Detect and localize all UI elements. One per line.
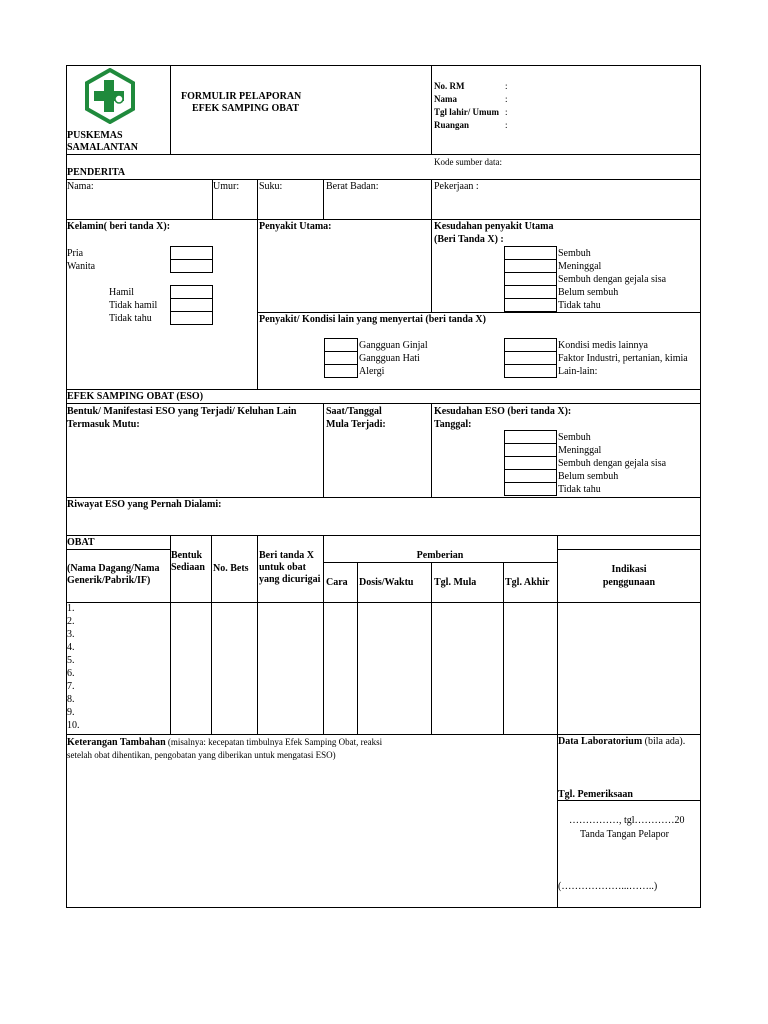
option-belum-sembuh: Belum sembuh xyxy=(558,287,619,298)
checkbox-tidak-tahu[interactable] xyxy=(504,298,557,312)
divider xyxy=(66,602,701,603)
field-umur[interactable]: Umur: xyxy=(213,181,240,192)
checkbox-tidak-tahu[interactable] xyxy=(170,311,213,325)
colon: : xyxy=(505,120,508,130)
option-kondisi-medis: Kondisi medis lainnya xyxy=(558,340,648,351)
option-faktor-industri: Faktor Industri, pertanian, kimia xyxy=(558,353,688,364)
option-tidak-hamil: Tidak hamil xyxy=(109,300,158,311)
kesudahan-penyakit-title: Kesudahan penyakit Utama xyxy=(434,221,554,232)
section-obat: OBAT xyxy=(67,537,95,548)
riwayat-eso-label: Riwayat ESO yang Pernah Dialami: xyxy=(67,499,222,510)
checkbox-wanita[interactable] xyxy=(170,259,213,273)
option-tidak-tahu: Tidak tahu xyxy=(109,313,152,324)
divider xyxy=(66,497,701,498)
divider xyxy=(66,219,701,220)
field-nama[interactable]: Nama: xyxy=(67,181,94,192)
penyakit-lain-title: Penyakit/ Kondisi lain yang menyertai (beri tanda X) xyxy=(259,314,486,325)
form-title: FORMULIR PELAPORAN xyxy=(181,91,302,102)
section-penderita: PENDERITA xyxy=(67,167,126,178)
tanda-tangan-pelapor: Tanda Tangan Pelapor xyxy=(580,829,669,840)
checkbox-sembuh-gejala-sisa[interactable] xyxy=(504,272,557,286)
option-eso-gejala-sisa: Sembuh dengan gejala sisa xyxy=(558,458,667,469)
col-beri-tanda: Beri tanda X untuk obat yang dicurigai xyxy=(259,550,321,585)
label-tgl-lahir: Tgl lahir/ Umum xyxy=(434,107,500,117)
table-row[interactable]: 2. xyxy=(67,616,75,627)
col-pemberian: Pemberian xyxy=(416,550,464,561)
colon: : xyxy=(505,94,508,104)
tgl-pemeriksaan: Tgl. Pemeriksaan xyxy=(558,789,633,800)
checkbox-pria[interactable] xyxy=(170,246,213,260)
divider xyxy=(431,219,432,312)
option-meninggal: Meninggal xyxy=(558,261,602,272)
table-row[interactable]: 9. xyxy=(67,707,75,718)
eso-kesudahan-label: Kesudahan ESO (beri tanda X): xyxy=(434,406,572,417)
divider xyxy=(66,403,701,404)
eso-saat-label-2: Mula Terjadi: xyxy=(326,419,386,430)
col-tgl-mula: Tgl. Mula xyxy=(434,577,477,588)
table-row[interactable]: 7. xyxy=(67,681,75,692)
form-subtitle: EFEK SAMPING OBAT xyxy=(192,103,300,114)
table-row[interactable]: 1. xyxy=(67,603,75,614)
checkbox-eso-gejala-sisa[interactable] xyxy=(504,456,557,470)
divider xyxy=(323,403,324,497)
field-pekerjaan[interactable]: Pekerjaan : xyxy=(434,181,479,192)
kelamin-title: Kelamin( beri tanda X): xyxy=(67,221,171,232)
divider xyxy=(323,562,557,563)
col-line xyxy=(257,535,258,735)
eso-tanggal-label: Tanggal: xyxy=(434,419,472,430)
checkbox-lain-lain[interactable] xyxy=(504,364,557,378)
checkbox-eso-tidak-tahu[interactable] xyxy=(504,482,557,496)
checkbox-eso-meninggal[interactable] xyxy=(504,443,557,457)
option-gangguan-ginjal: Gangguan Ginjal xyxy=(359,340,428,351)
divider xyxy=(323,179,324,219)
divider xyxy=(257,312,701,313)
divider xyxy=(431,179,432,219)
field-suku[interactable]: Suku: xyxy=(259,181,283,192)
keterangan-rest: (misalnya: kecepatan timbulnya Efek Samping Obat, reaksi xyxy=(165,737,383,747)
checkbox-gangguan-ginjal[interactable] xyxy=(324,338,358,352)
eso-bentuk-label: Bentuk/ Manifestasi ESO yang Terjadi/ Keluhan Lain xyxy=(67,406,297,417)
label-nama: Nama xyxy=(434,94,457,104)
divider xyxy=(66,389,701,390)
col-no-bets: No. Bets xyxy=(213,563,249,574)
checkbox-gangguan-hati[interactable] xyxy=(324,351,358,365)
checkbox-eso-belum-sembuh[interactable] xyxy=(504,469,557,483)
field-berat-badan[interactable]: Berat Badan: xyxy=(326,181,379,192)
data-laboratorium xyxy=(558,736,685,748)
checkbox-kondisi-medis[interactable] xyxy=(504,338,557,352)
label-ruangan: Ruangan xyxy=(434,120,470,130)
keterangan-tambahan xyxy=(67,736,382,749)
option-pria: Pria xyxy=(67,248,84,259)
keterangan-bold: Keterangan Tambahan xyxy=(67,737,166,748)
checkbox-eso-sembuh[interactable] xyxy=(504,430,557,444)
penyakit-utama-label: Penyakit Utama: xyxy=(259,221,332,232)
kesudahan-penyakit-sub: (Beri Tanda X) : xyxy=(434,234,504,245)
option-lain-lain: Lain-lain: xyxy=(558,366,598,377)
option-wanita: Wanita xyxy=(67,261,96,272)
divider xyxy=(431,65,432,155)
colon: : xyxy=(505,107,508,117)
label-no-rm: No. RM xyxy=(434,81,465,91)
tanggal-line[interactable]: ……………, tgl…………20 xyxy=(569,815,685,826)
divider xyxy=(170,65,171,155)
table-row[interactable]: 6. xyxy=(67,668,75,679)
table-row[interactable]: 4. xyxy=(67,642,75,653)
section-eso: EFEK SAMPING OBAT (ESO) xyxy=(67,391,204,402)
col-bentuk-sediaan: Bentuk Sediaan xyxy=(171,550,205,573)
option-alergi: Alergi xyxy=(359,366,385,377)
col-line xyxy=(503,562,504,735)
option-eso-sembuh: Sembuh xyxy=(558,432,591,443)
col-cara: Cara xyxy=(326,577,348,588)
clinic-name: PUSKEMAS xyxy=(67,130,123,141)
table-row[interactable]: 5. xyxy=(67,655,75,666)
kode-sumber-data: Kode sumber data: xyxy=(434,157,502,167)
divider xyxy=(66,535,701,536)
option-gangguan-hati: Gangguan Hati xyxy=(359,353,420,364)
option-sembuh: Sembuh xyxy=(558,248,591,259)
eso-saat-label: Saat/Tanggal xyxy=(326,406,382,417)
colon: : xyxy=(505,81,508,91)
divider xyxy=(557,549,701,550)
puskesmas-logo xyxy=(82,68,138,124)
checkbox-sembuh[interactable] xyxy=(504,246,557,260)
option-hamil: Hamil xyxy=(109,287,134,298)
checkbox-hamil[interactable] xyxy=(170,285,213,299)
option-eso-belum-sembuh: Belum sembuh xyxy=(558,471,619,482)
lab-bold: Data Laboratorium xyxy=(558,736,643,747)
divider xyxy=(431,403,432,497)
table-row[interactable]: 3. xyxy=(67,629,75,640)
checkbox-belum-sembuh[interactable] xyxy=(504,285,557,299)
col-tgl-akhir: Tgl. Akhir xyxy=(505,577,550,588)
divider xyxy=(212,179,213,219)
divider xyxy=(66,734,701,735)
keterangan-line-2: setelah obat dihentikan, pengobatan yang diberikan untuk mengatasi ESO) xyxy=(67,750,336,760)
col-line xyxy=(557,535,558,907)
col-indikasi: Indikasi xyxy=(611,564,647,575)
option-eso-meninggal: Meninggal xyxy=(558,445,602,456)
logo-emblem xyxy=(115,95,123,103)
table-row[interactable]: 10. xyxy=(67,720,80,731)
col-dosis-waktu: Dosis/Waktu xyxy=(359,577,414,588)
divider xyxy=(257,179,258,219)
divider xyxy=(257,219,258,389)
option-eso-tidak-tahu: Tidak tahu xyxy=(558,484,601,495)
checkbox-alergi[interactable] xyxy=(324,364,358,378)
col-line xyxy=(431,562,432,735)
divider xyxy=(66,549,170,550)
col-line xyxy=(211,535,212,735)
checkbox-meninggal[interactable] xyxy=(504,259,557,273)
divider xyxy=(557,800,701,801)
divider xyxy=(66,154,701,155)
col-line xyxy=(323,535,324,735)
divider xyxy=(66,179,701,180)
checkbox-faktor-industri[interactable] xyxy=(504,351,557,365)
eso-bentuk-label-2: Termasuk Mutu: xyxy=(67,419,140,430)
table-row[interactable]: 8. xyxy=(67,694,75,705)
lab-rest: (bila ada). xyxy=(642,736,686,747)
signature-line[interactable]: (………………...……..) xyxy=(558,881,658,892)
option-sembuh-gejala-sisa: Sembuh dengan gejala sisa xyxy=(558,274,667,285)
clinic-name-2: SAMALANTAN xyxy=(67,142,138,153)
col-line xyxy=(357,562,358,735)
option-tidak-tahu: Tidak tahu xyxy=(558,300,601,311)
col-nama-obat: (Nama Dagang/Nama Generik/Pabrik/IF) xyxy=(67,563,160,586)
checkbox-tidak-hamil[interactable] xyxy=(170,298,213,312)
col-indikasi-2: penggunaan xyxy=(602,577,656,588)
form-frame xyxy=(66,65,701,908)
